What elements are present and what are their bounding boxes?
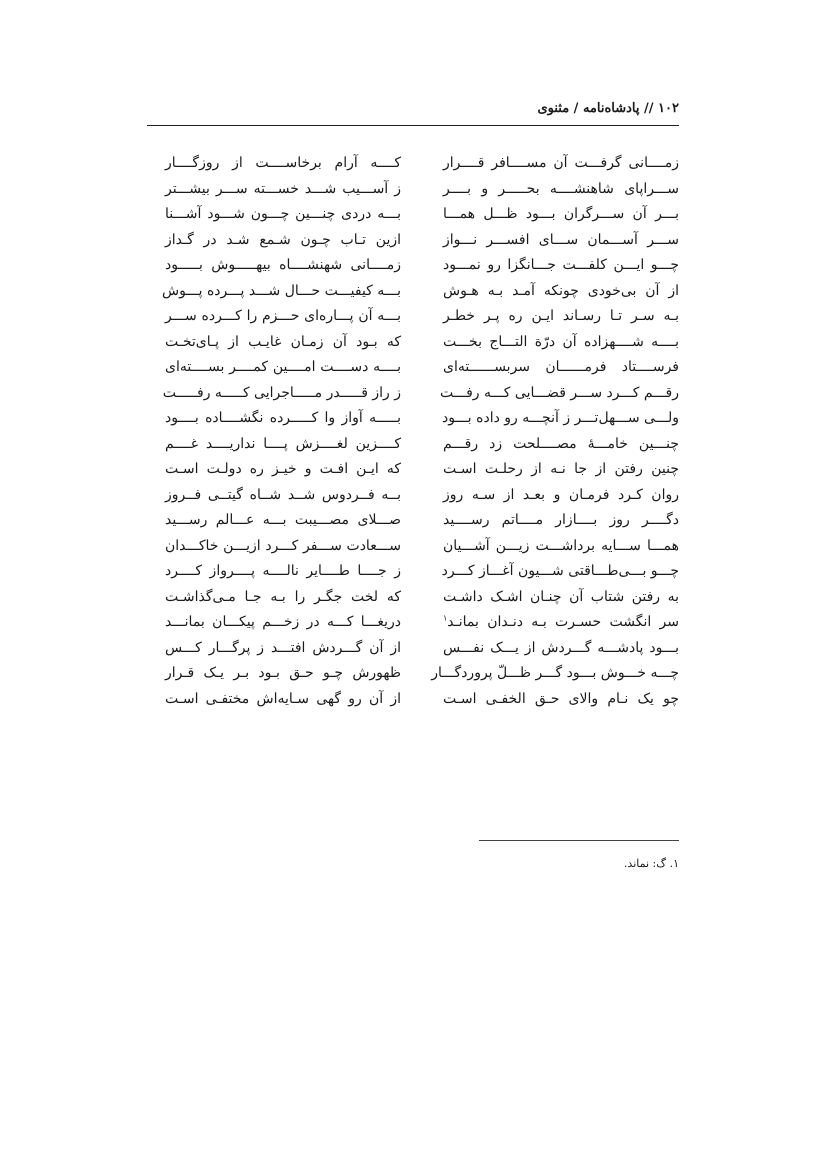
verse-line: که بـود آن زمـان غایـب از پـای‌تخـت [165,333,401,350]
verse-line: به رفتن شتاب آن چنـان اشـک داشـت [443,588,679,605]
verse-line-with-footnote [443,610,679,636]
verse-line: چنین رفتن از جا نـه از رحلـت اسـت [443,461,679,477]
verse-line: بـــه دردی چنـــین چـــون شـــود آشـــنا [165,206,401,222]
verse-line: ز آســـیب شـــد خســـته ســـر بیشـــتر [165,180,401,197]
footnote-rule [479,840,679,841]
verse-line: رقـــم کـــرد ســـر قضـــایی کـــه رفـــت [440,384,679,401]
verse-line: بــه فــردوس شــد شــاه گیتــی فــروز [165,486,401,503]
verse-column-right [431,151,679,712]
header-rule [147,125,679,126]
verse-line: چنـــین خامـــۀ مصــــلحت زد رقـــم [443,435,679,452]
verse-line: ســـراپای شاهنشــــه بحـــــر و بــــر [443,180,679,197]
verse-line: بــــه شــــهزاده آن درّة التـــاج بخـــت [443,333,679,350]
verse-line: از آن رو گهی سـایه‌اش مختفـی اسـت [165,690,401,707]
verse-line: بــــه دســــت امــــین کمــــر بســــته‌ای [165,359,401,375]
verse-line: ازین تـاب چـون شـمع شـد در گـداز [165,231,401,248]
verse-line: از آن گـــردش افتـــد ز پرگـــار کـــس [165,639,401,656]
verse-column-left [161,151,401,712]
verse-line: بـــه کیفیـــت حـــال شـــد پـــرده پـــوش [161,282,401,299]
verse-line: ز راز قـــــدر مـــــاجرایی کـــــه رفـــــت [162,384,401,401]
verse-line: دریغـــا کـــه در زخـــم پیکـــان بمانـــد [165,614,401,630]
verse-line: صـــلای مصـــیبت بـــه عـــالم رســـید [165,512,401,528]
verse-line: چو یک نـام والای حـق الخفـی اسـت [443,690,679,707]
verse-line: که ایـن افـت و خیـز ره دولـت اسـت [165,461,401,477]
verse-line: بـه سـر تـا رسـاند ایـن ره پـر خطـر [443,308,679,324]
verse-line: چـــه خـــوش بـــود گـــر ظـــلّ پروردگـــار [431,665,679,681]
verse-text: سر انگشت حسـرت بـه دنـدان بمانـد [447,614,679,630]
verse-line: ســـر آســـمان ســـای افســـر نـــواز [443,231,679,248]
footnote: ۱. گ: نماند. [623,857,679,870]
footnote-marker: ۱ [443,613,448,623]
running-header: ۱۰۲ // پادشاه‌نامه / مثنوی [537,101,679,116]
verse-line: ولـــی ســـهل‌تـــر ز آنچـــه رو داده بـــود [442,410,679,426]
verse-line: همـــا ســـایه برداشـــت زیـــن آشـــیان [443,537,679,554]
verse-line: روان کـرد فرمـان و بعـد از سـه روز [443,486,679,503]
verse-line: چـــو بـــی‌طـــاقتی شـــیون آغـــاز کـــرد [441,563,679,579]
verse-line: بـــود پادشـــه گـــردش از یـــک نفـــس [443,639,679,656]
verse-line: دگــــر روز بــــازار مــــاتم رســــید [443,512,679,528]
verse-line: فرســــتاد فرمــــــان سربســــــته‌ای [443,359,679,375]
verse-line: کــــزین لغــــزش پــــا نداریــــد غــــم [165,435,401,452]
verse-line: که لخت جگـر را بـه جـا مـی‌گذاشـت [165,588,401,605]
verse-line: بـــــه آواز وا کـــــرده نگشــــاده بــــود [165,410,401,426]
verse-line: از آن بی‌خودی چونکه آمـد بـه هـوش [443,282,679,299]
verse-line: کــــه آرام برخاســــت از روزگــــار [165,155,401,171]
verse-line: بـــه آن پـــاره‌ای حـــزم را کـــرده ســـر [165,308,401,324]
verse-line: ز جــــا طــــایر نالــــه پــــرواز کــــرد [165,563,401,579]
verse-line: زمــــانی شهنشــــاه بیهـــــوش بـــــود [165,257,401,273]
verse-line: بـــر آن ســـرگران بـــود ظـــل همـــا [443,206,679,222]
verse-line: چـــو ایـــن کلفـــت جـــانگزا رو نمـــود [443,257,679,273]
verse-line: ســـعادت ســـفر کـــرد ازیـــن خاکـــدان [165,537,401,554]
verse-line: ظهورش چـو حـق بـود بـر یـک قـرار [165,665,401,681]
verse-line: زمــــانی گرفـــت آن مســــافر قــــرار [443,155,679,171]
